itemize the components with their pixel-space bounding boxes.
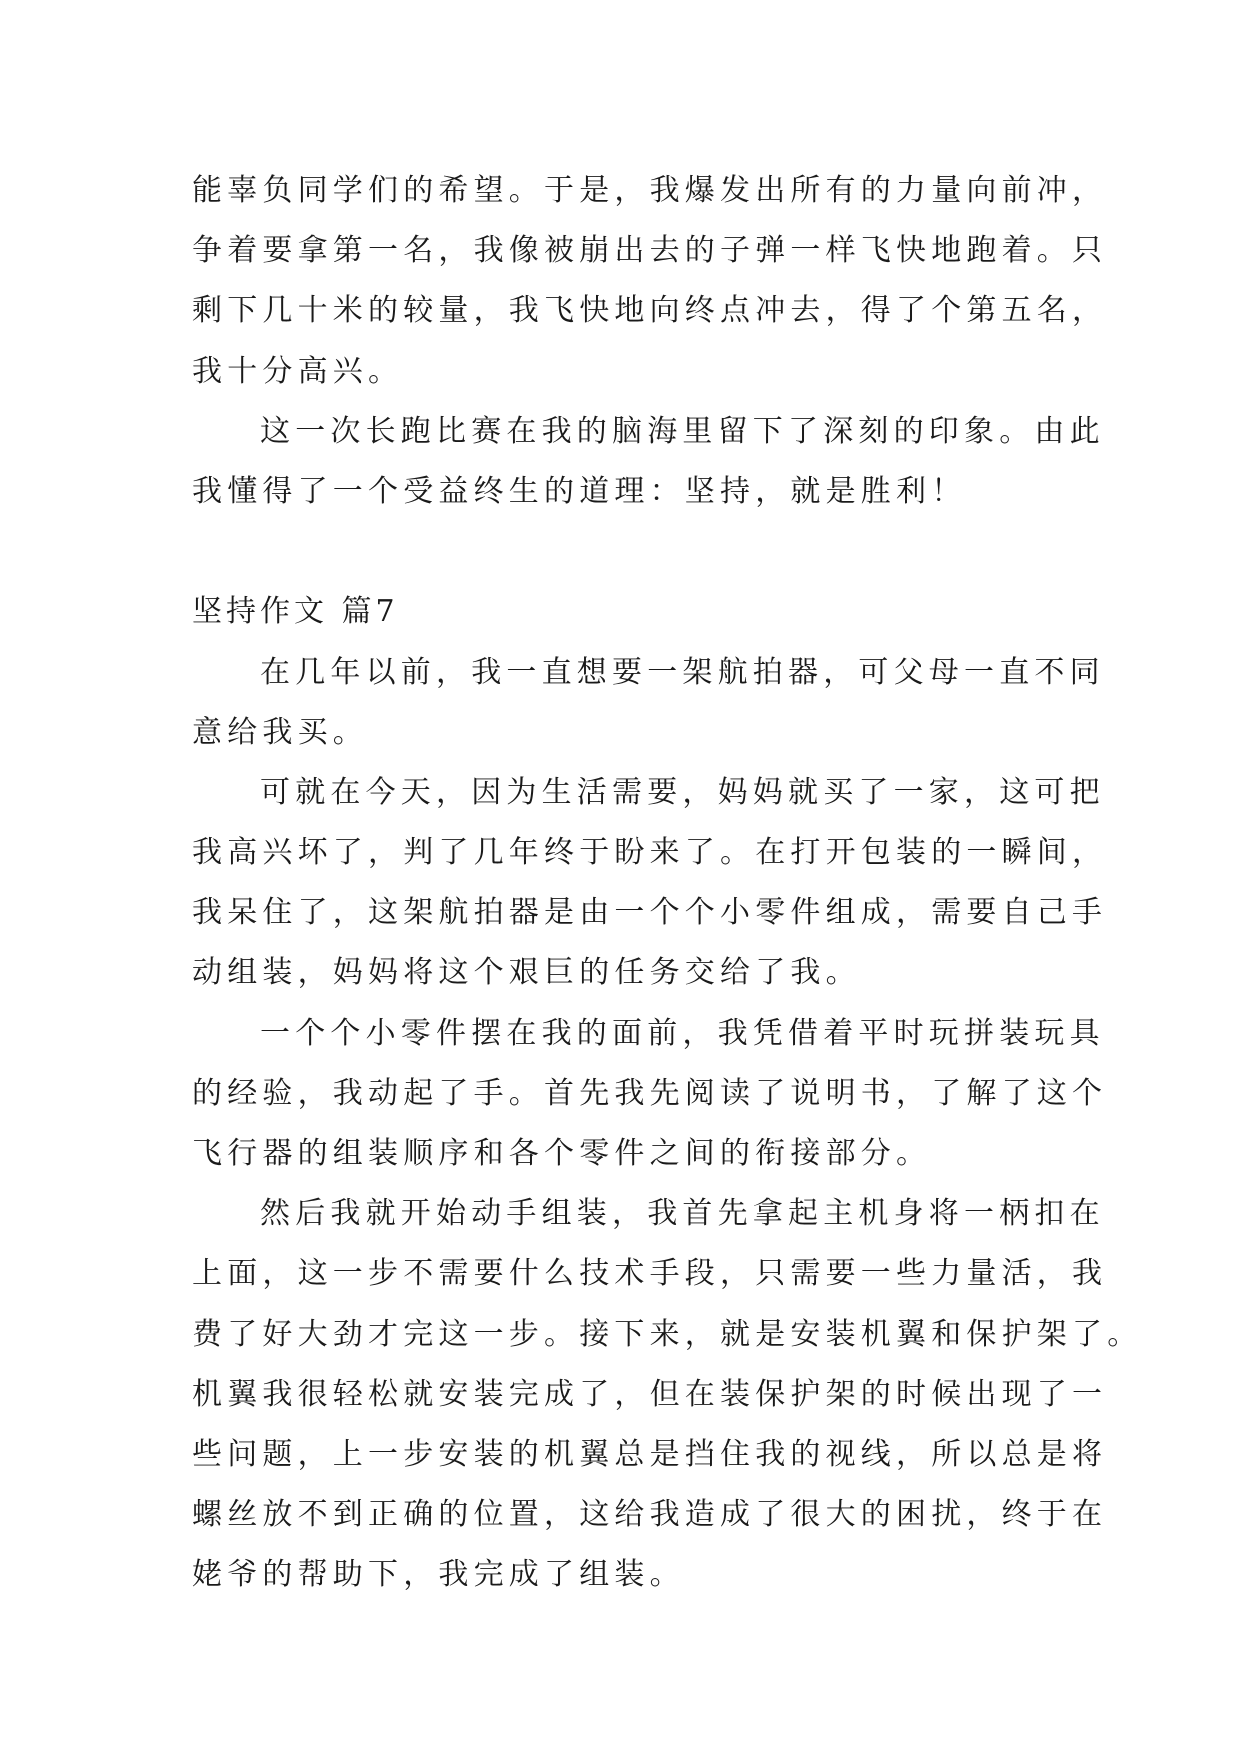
section-heading: 坚持作文 篇7 [192, 594, 399, 630]
text-line: 飞行器的组装顺序和各个零件之间的衔接部分。 [192, 1136, 932, 1171]
text-line: 这一次长跑比赛在我的脑海里留下了深刻的印象。由此 [260, 413, 1105, 449]
text-line: 动组装，妈妈将这个艰巨的任务交给了我。 [192, 955, 861, 991]
text-line: 我懂得了一个受益终生的道理：坚持，就是胜利！ [192, 473, 967, 509]
paragraph [192, 402, 1105, 522]
text-line: 可就在今天，因为生活需要，妈妈就买了一家，这可把 [260, 774, 1105, 810]
text-line: 意给我买。 [192, 714, 368, 750]
paragraph [192, 1004, 1108, 1185]
paragraph-continued [192, 161, 1108, 402]
document-body [192, 161, 1143, 1606]
paragraph [192, 763, 1108, 1004]
text-line: 费了好大劲才完这一步。接下来，就是安装机翼和保护架了。 [192, 1316, 1143, 1352]
text-line: 我十分高兴。 [192, 353, 404, 389]
text-line: 然后我就开始动手组装，我首先拿起主机身将一柄扣在 [260, 1196, 1105, 1232]
text-line: 上面，这一步不需要什么技术手段，只需要一些力量活，我 [192, 1256, 1108, 1292]
text-line: 我高兴坏了，判了几年终于盼来了。在打开包装的一瞬间， [192, 835, 1108, 871]
paragraph [192, 1184, 1143, 1605]
text-line: 能辜负同学们的希望。于是，我爆发出所有的力量向前冲， [192, 173, 1108, 208]
spacer [192, 522, 1062, 582]
text-line: 姥爷的帮助下，我完成了组装。 [192, 1557, 685, 1593]
text-line: 争着要拿第一名，我像被崩出去的子弹一样飞快地跑着。只 [192, 233, 1108, 269]
text-line: 我呆住了，这架航拍器是由一个个小零件组成，需要自己手 [192, 895, 1108, 931]
text-line: 些问题，上一步安装的机翼总是挡住我的视线，所以总是将 [192, 1436, 1108, 1472]
paragraph [192, 643, 1105, 763]
text-line: 螺丝放不到正确的位置，这给我造成了很大的困扰，终于在 [192, 1497, 1108, 1533]
text-line: 剩下几十米的较量，我飞快地向终点冲去，得了个第五名， [192, 293, 1108, 329]
text-line: 在几年以前，我一直想要一架航拍器，可父母一直不同 [260, 654, 1105, 690]
text-line: 的经验，我动起了手。首先我先阅读了说明书，了解了这个 [192, 1075, 1108, 1111]
text-line: 一个个小零件摆在我的面前，我凭借着平时玩拼装玩具 [260, 1015, 1105, 1051]
text-line: 机翼我很轻松就安装完成了，但在装保护架的时候出现了一 [192, 1376, 1108, 1412]
